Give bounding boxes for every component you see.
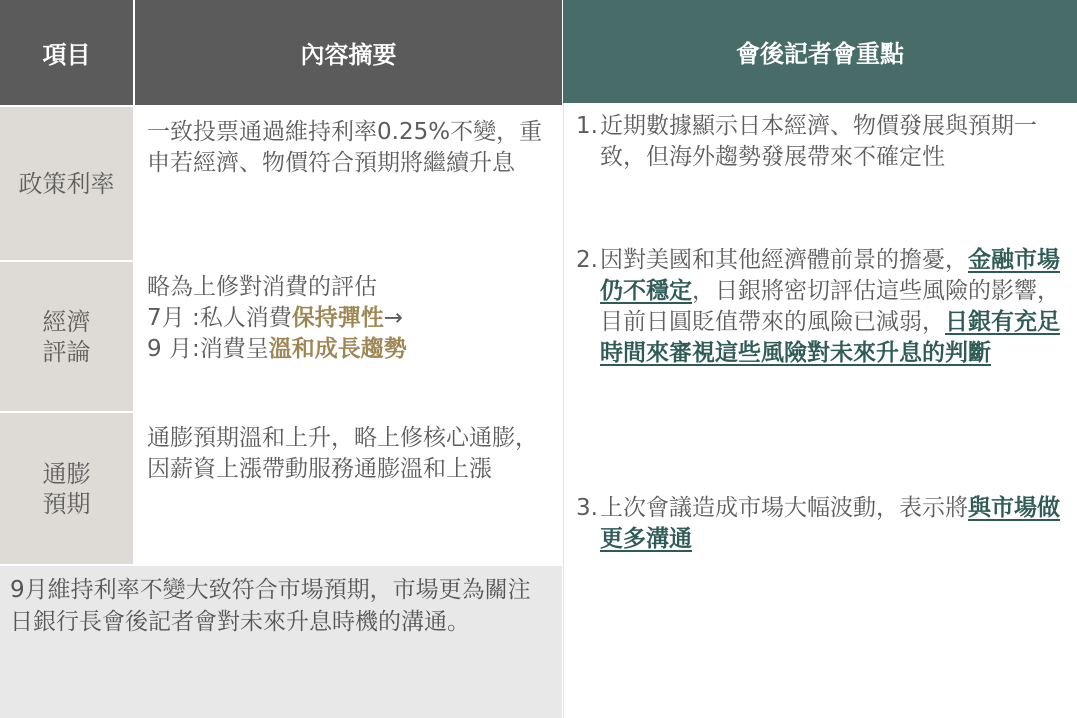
economic-line1: 略為上修對消費的評估	[147, 274, 377, 300]
press-point-3-text-a: 上次會議造成市場大幅波動，表示將	[600, 495, 968, 521]
economic-line2-arrow: →	[383, 305, 403, 331]
press-point-1-number: 1.	[576, 113, 598, 139]
inflation-text: 通膨預期溫和上升，略上修核心通膨，因薪資上漲帶動服務通膨溫和上漲	[147, 425, 538, 482]
economic-line2	[147, 303, 554, 334]
header-press-conference	[563, 0, 1077, 103]
economic-label-line2: 評論	[42, 337, 91, 366]
press-point-2-emphasis-a: 金融市場仍不穩定	[600, 247, 1060, 304]
press-point-1-text: 近期數據顯示日本經濟、物價發展與預期一致，但海外趨勢發展帶來不確定性	[600, 113, 1037, 170]
press-point-1	[570, 111, 1060, 173]
summary-note-text: 9月維持利率不變大致符合市場預期，市場更為關注日銀行長會後記者會對未來升息時機的溝通。	[10, 577, 531, 635]
row-content-inflation-expectations	[135, 413, 562, 564]
header-press-label: 會後記者會重點	[736, 40, 904, 68]
policy-rate-label: 政策利率	[18, 169, 115, 198]
inflation-label-line1: 通膨	[42, 459, 91, 488]
press-point-2-emphasis-b: 日銀有充足時間來審視這些風險對未來升息的判斷	[600, 309, 1060, 366]
row-label-policy-rate	[0, 107, 133, 260]
header-item-label: 項目	[42, 41, 91, 69]
economic-line3-highlight: 溫和成長趨勢	[268, 336, 407, 362]
summary-note	[0, 566, 562, 718]
row-label-economic-commentary	[0, 262, 133, 411]
inflation-label-line2: 預期	[42, 489, 91, 518]
economic-label-line1: 經濟	[42, 307, 91, 336]
press-point-3-emphasis-a: 與市場做更多溝通	[600, 495, 1060, 552]
row-content-policy-rate	[135, 107, 562, 260]
header-summary	[135, 0, 562, 105]
press-points-panel	[563, 103, 1077, 718]
press-point-2-text-b: ，日銀將密切評估這些風險的影響，目前日圓貶值帶來的風險已減弱，	[600, 278, 1060, 335]
row-content-economic-commentary	[135, 262, 562, 411]
press-point-2	[570, 245, 1060, 369]
header-item	[0, 0, 133, 105]
row-label-inflation-expectations	[0, 413, 133, 564]
press-point-2-text	[600, 245, 1060, 369]
economic-line3	[147, 334, 554, 365]
press-point-2-number: 2.	[576, 247, 598, 273]
press-point-3-number: 3.	[576, 495, 598, 521]
press-point-3-text	[600, 493, 1060, 555]
policy-rate-text: 一致投票通過維持利率0.25%不變，重申若經濟、物價符合預期將繼續升息	[147, 119, 543, 176]
economic-line2-highlight: 保持彈性	[291, 305, 384, 331]
economic-line3-prefix: 9 月:消費呈	[147, 336, 269, 362]
press-point-2-text-a: 因對美國和其他經濟體前景的擔憂，	[600, 247, 968, 273]
press-point-3	[570, 493, 1060, 555]
header-summary-label: 內容摘要	[300, 41, 397, 69]
economic-line2-prefix: 7月 :私人消費	[147, 305, 292, 331]
